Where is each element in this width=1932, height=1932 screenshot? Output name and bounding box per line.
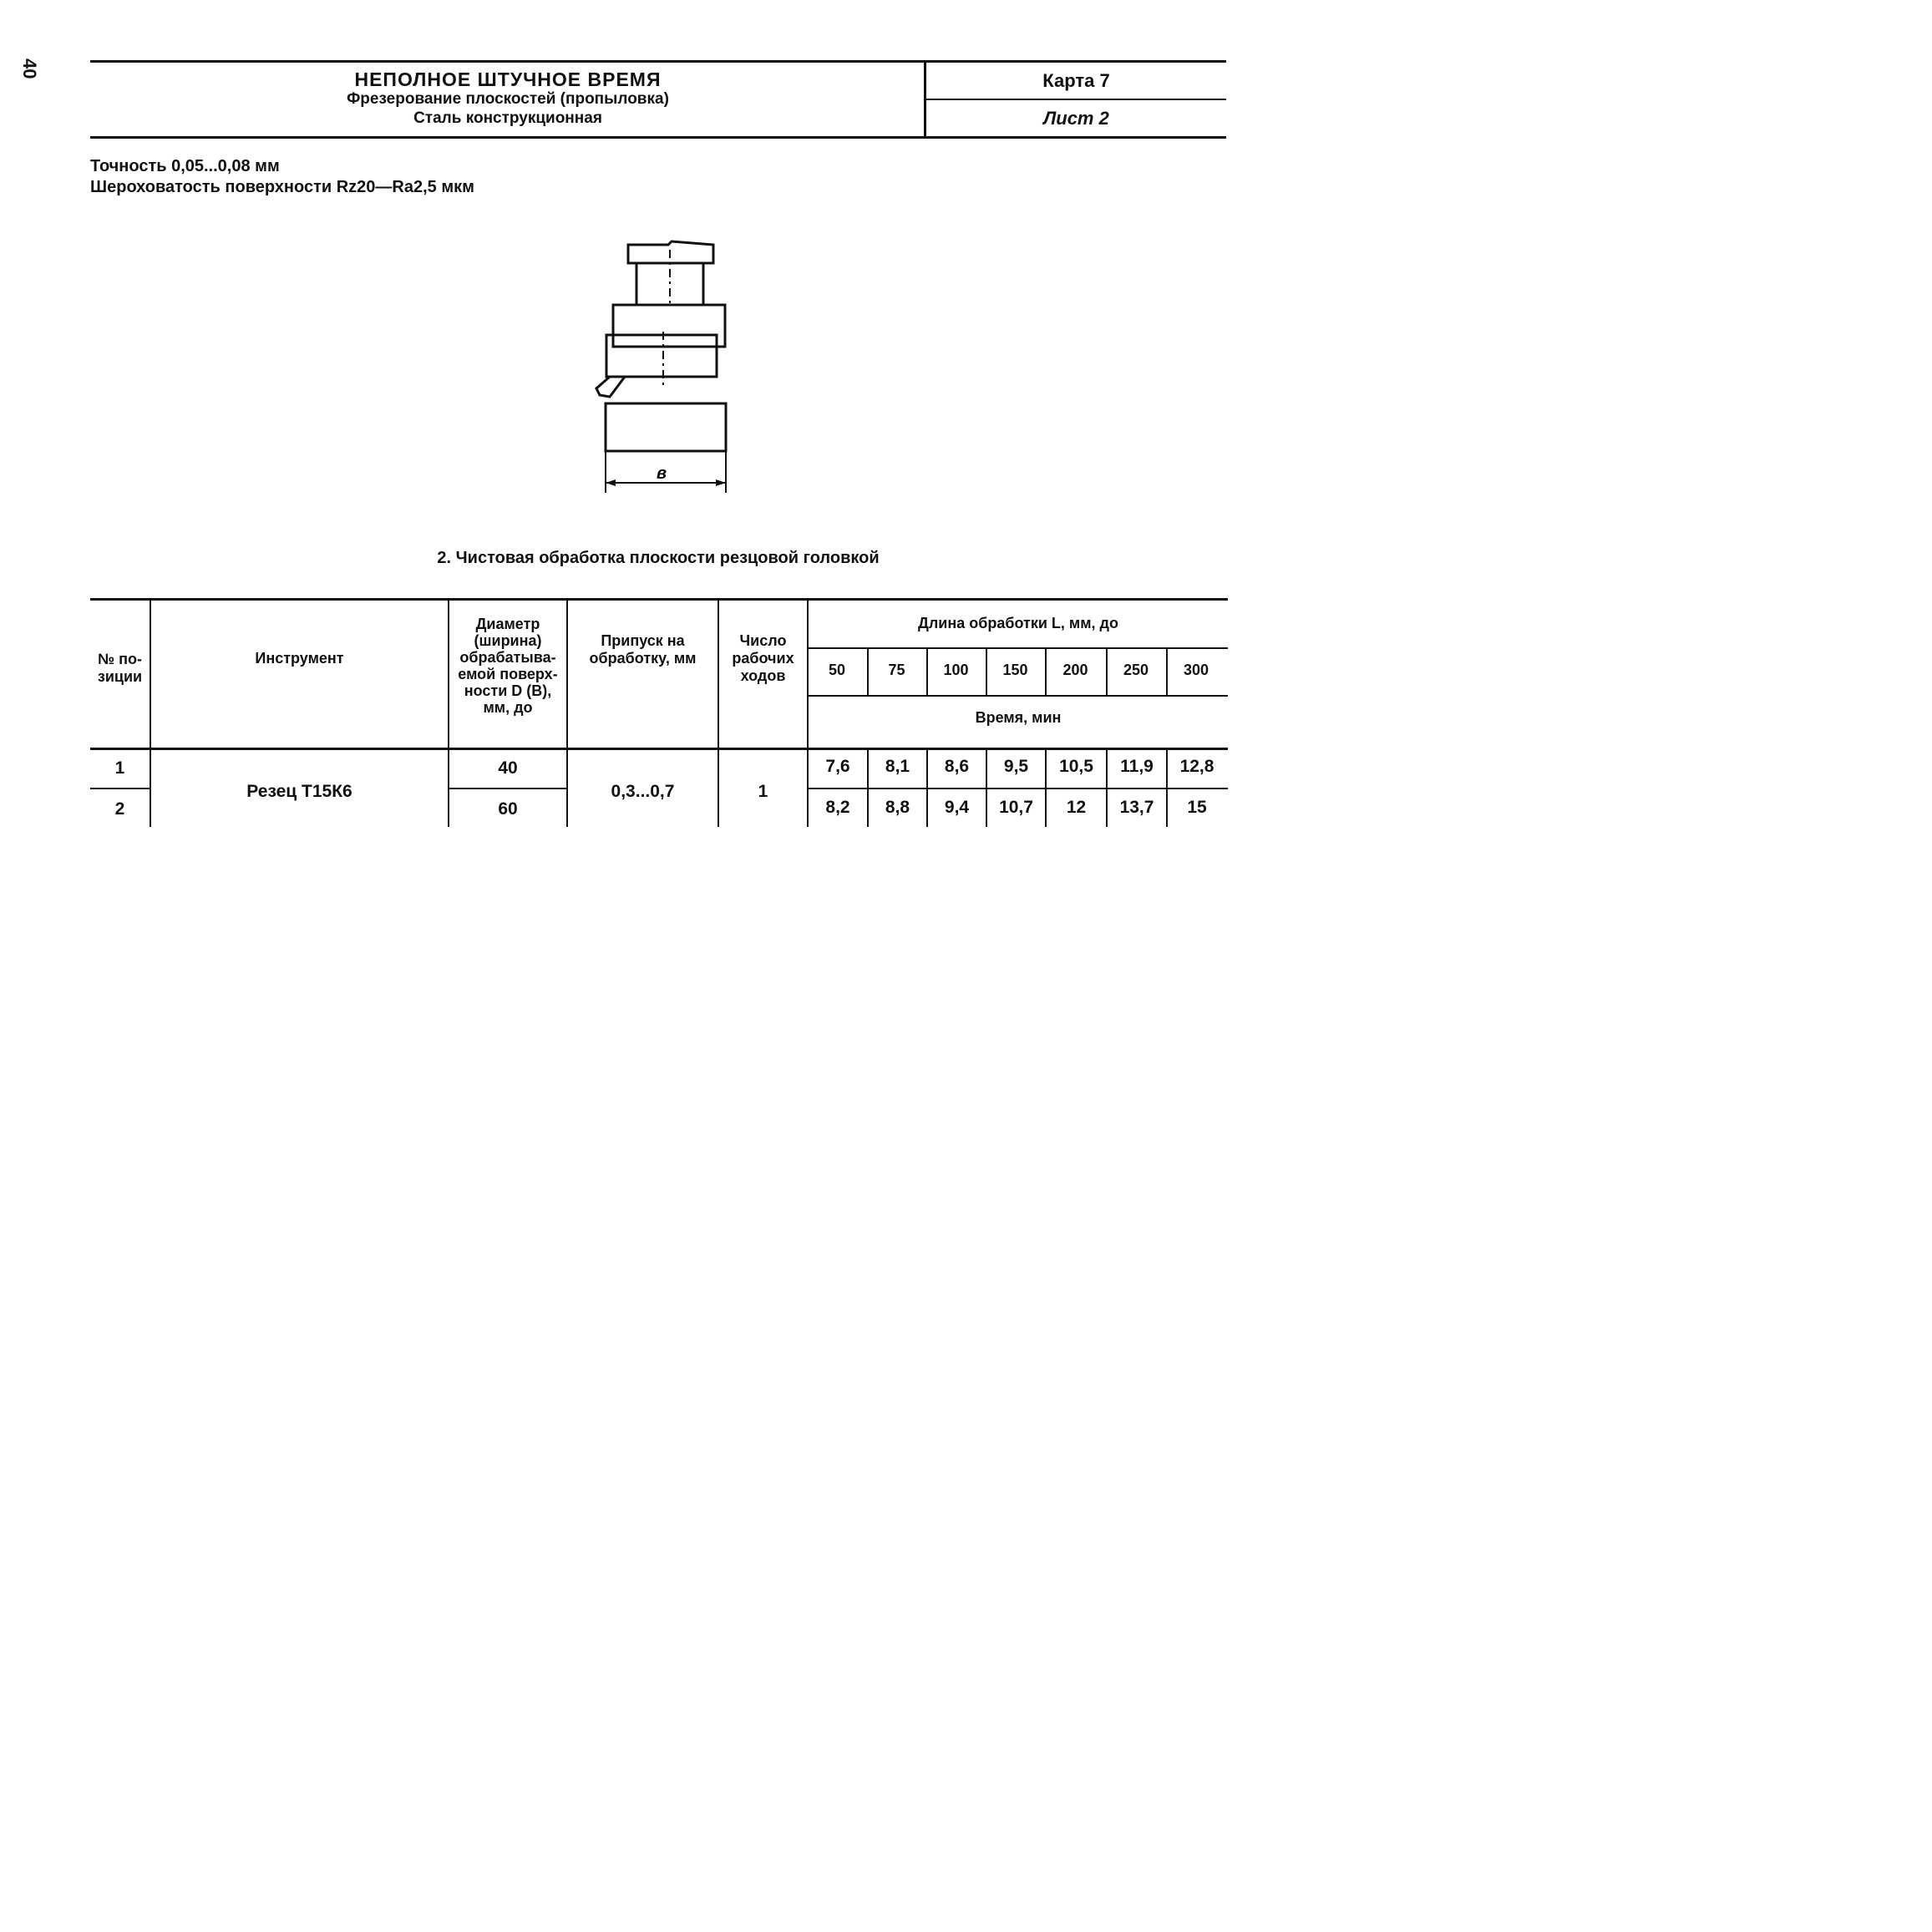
row-position: 2 bbox=[114, 799, 125, 819]
header-allowance: Припуск на обработку, мм bbox=[589, 632, 697, 667]
time-cell: 11,9 bbox=[1120, 757, 1154, 776]
time-cell: 8,2 bbox=[825, 798, 850, 817]
row-separator-diameter bbox=[449, 788, 567, 789]
table-header-bottom-rule bbox=[90, 748, 1228, 750]
row-diameter: 40 bbox=[498, 758, 518, 778]
time-cell: 10,5 bbox=[1059, 757, 1093, 776]
document-subtitle-operation: Фрезерование плоскостей (пропыловка) bbox=[347, 90, 669, 108]
length-value: 150 bbox=[1002, 662, 1028, 678]
length-values-rule bbox=[808, 695, 1228, 697]
time-cell: 8,1 bbox=[885, 757, 910, 776]
time-cell: 10,7 bbox=[999, 798, 1033, 817]
time-cell: 9,4 bbox=[944, 798, 970, 817]
length-value: 100 bbox=[943, 662, 969, 678]
header-top-rule bbox=[90, 60, 1226, 63]
sheet-number: Лист 2 bbox=[1043, 108, 1109, 129]
length-header-rule bbox=[808, 647, 1228, 649]
length-value: 50 bbox=[828, 662, 846, 678]
length-value: 300 bbox=[1183, 662, 1209, 678]
header-passes: Число рабочих ходов bbox=[732, 632, 794, 684]
header-length: Длина обработки L, мм, до bbox=[918, 615, 1118, 631]
row-diameter: 60 bbox=[498, 799, 518, 819]
document-title: НЕПОЛНОЕ ШТУЧНОЕ ВРЕМЯ bbox=[354, 68, 662, 90]
header-position: № по- зиции bbox=[97, 651, 143, 685]
time-cell: 13,7 bbox=[1119, 798, 1154, 817]
document-subtitle-material: Сталь конструкционная bbox=[413, 109, 602, 127]
time-cell: 12,8 bbox=[1179, 757, 1214, 776]
tool-cell: Резец Т15К6 bbox=[246, 782, 352, 801]
header-tool: Инструмент bbox=[255, 650, 344, 667]
card-number: Карта 7 bbox=[1042, 70, 1110, 91]
time-cell: 9,5 bbox=[1003, 757, 1029, 776]
time-cell: 12 bbox=[1066, 798, 1087, 817]
table-top-rule bbox=[90, 598, 1228, 601]
time-cell: 8,8 bbox=[885, 798, 910, 817]
accuracy-note: Точность 0,05...0,08 мм bbox=[90, 157, 280, 175]
dimension-label: в bbox=[656, 464, 667, 483]
time-cell: 7,6 bbox=[825, 757, 850, 776]
passes-cell: 1 bbox=[758, 782, 768, 801]
section-title: 2. Чистовая обработка плоскости резцовой головкой bbox=[437, 549, 880, 567]
page-number: 40 bbox=[19, 58, 40, 79]
length-value: 75 bbox=[888, 662, 905, 678]
header-bottom-rule bbox=[90, 136, 1226, 139]
length-value: 200 bbox=[1062, 662, 1088, 678]
row-separator-pos bbox=[90, 788, 150, 789]
header-time: Время, мин bbox=[975, 709, 1062, 726]
row-position: 1 bbox=[114, 758, 125, 778]
milling-head-drawing bbox=[585, 238, 743, 497]
allowance-cell: 0,3...0,7 bbox=[611, 782, 675, 801]
header-diameter: Диаметр (ширина) обрабатыва- емой поверх- ности D (B), мм, до bbox=[458, 616, 558, 716]
row-separator-times bbox=[808, 788, 1228, 789]
card-divider bbox=[925, 99, 1226, 100]
time-cell: 8,6 bbox=[944, 757, 970, 776]
roughness-note: Шероховатость поверхности Rz20—Ra2,5 мкм bbox=[90, 178, 474, 196]
time-cell: 15 bbox=[1187, 798, 1207, 817]
length-value: 250 bbox=[1123, 662, 1149, 678]
